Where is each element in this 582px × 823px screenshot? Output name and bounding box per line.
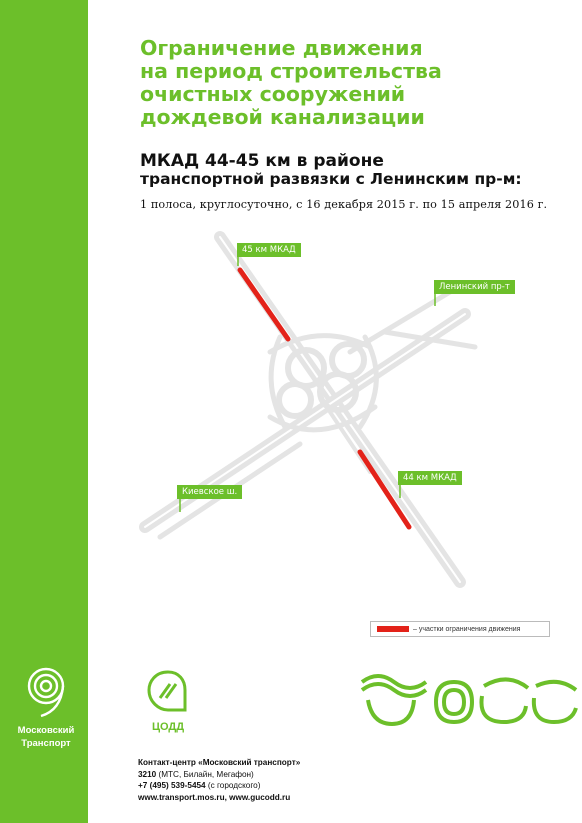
cdd-name: ЦОДД xyxy=(151,721,185,733)
short-number: 3210 xyxy=(138,769,157,779)
websites: www.transport.mos.ru, www.gucodd.ru xyxy=(138,792,291,802)
label-kievskoe: Киевское ш. xyxy=(177,485,242,499)
restriction-info: 1 полоса, круглосуточно, с 16 декабря 2015 г. по 15 апреля 2016 г. xyxy=(140,198,548,211)
label-44km-mkad: 44 км МКАД xyxy=(398,471,462,485)
short-number-note: (МТС, Билайн, Мегафон) xyxy=(156,769,254,779)
phone-number-note: (с городского) xyxy=(205,781,261,790)
restriction-segment-45km xyxy=(240,270,288,339)
title-line-3: очистных сооружений xyxy=(140,82,406,106)
subtitle xyxy=(140,152,522,188)
title-line-4: дождевой канализации xyxy=(140,105,425,129)
legend-text: – участки ограничения движения xyxy=(413,625,521,633)
cdd-logo xyxy=(138,668,198,733)
subtitle-line-1: МКАД 44-45 км в районе xyxy=(140,151,384,171)
title-line-2: на период строительства xyxy=(140,59,442,83)
subtitle-line-2: транспортной развязки с Ленинским пр-м: xyxy=(140,170,522,188)
title-line-1: Ограничение движения xyxy=(140,36,423,60)
cdd-icon xyxy=(145,668,191,714)
moscow-transport-logo xyxy=(12,666,80,749)
contacts-block xyxy=(138,757,300,803)
phone-number: +7 (495) 539-5454 xyxy=(138,781,206,790)
label-leninsky: Ленинский пр-т xyxy=(434,280,515,294)
contact-center: Контакт-центр «Московский транспорт» xyxy=(138,758,301,767)
map-legend xyxy=(370,621,550,637)
moscow-transport-name-2: Транспорт xyxy=(21,738,71,749)
mos-wave-logo xyxy=(358,672,580,730)
moscow-transport-name-1: Московский xyxy=(17,725,75,736)
junction-map xyxy=(120,222,480,602)
label-45km-mkad: 45 км МКАД xyxy=(237,243,301,257)
moscow-transport-icon xyxy=(21,666,71,718)
legend-swatch xyxy=(377,626,409,632)
page-title xyxy=(140,37,470,129)
